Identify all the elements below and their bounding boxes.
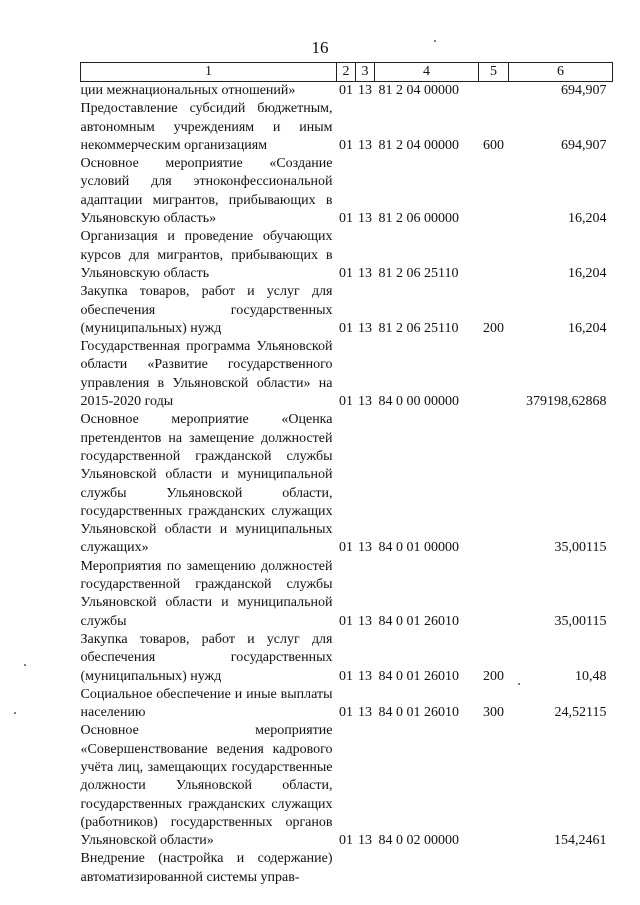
table-row bbox=[81, 631, 613, 686]
scan-speck bbox=[434, 40, 436, 42]
column-header-target-article: 4 bbox=[375, 63, 479, 82]
row-subsection: 13 bbox=[358, 320, 372, 336]
table-row bbox=[81, 338, 613, 411]
table-row bbox=[81, 283, 613, 338]
row-section: 01 bbox=[339, 540, 353, 556]
row-amount: 16,204 bbox=[568, 265, 607, 281]
row-subsection: 13 bbox=[358, 613, 372, 629]
table-row bbox=[81, 228, 613, 283]
row-subsection: 13 bbox=[358, 137, 372, 153]
scan-speck bbox=[518, 683, 520, 685]
row-subsection: 13 bbox=[358, 265, 372, 281]
table-row bbox=[81, 155, 613, 228]
table-row bbox=[81, 411, 613, 557]
row-expense-type bbox=[479, 411, 509, 557]
row-target-article bbox=[375, 850, 479, 887]
row-section: 01 bbox=[339, 83, 353, 98]
row-subsection: 13 bbox=[358, 394, 372, 410]
row-target-article: 81 2 06 25110 bbox=[378, 265, 459, 281]
row-subsection: 13 bbox=[358, 83, 372, 98]
row-subsection: 13 bbox=[358, 705, 372, 721]
row-target-article: 84 0 02 00000 bbox=[378, 833, 459, 849]
scan-speck bbox=[14, 712, 16, 714]
row-name: Предоставление субсидий бюджетным, автономным учреждениям и иным некоммерческим организациям bbox=[80, 101, 333, 153]
row-expense-type bbox=[479, 228, 509, 283]
row-amount: 694,907 bbox=[561, 83, 607, 98]
row-section bbox=[337, 850, 356, 887]
table-row bbox=[81, 100, 613, 155]
row-expense-type bbox=[479, 155, 509, 228]
table-row bbox=[81, 686, 613, 723]
table-row bbox=[81, 722, 613, 850]
row-target-article: 84 0 01 26010 bbox=[378, 705, 459, 721]
row-amount: 16,204 bbox=[568, 320, 607, 336]
row-section: 01 bbox=[339, 668, 353, 684]
column-header-expense-type: 5 bbox=[479, 63, 509, 82]
row-amount: 35,00115 bbox=[554, 540, 607, 556]
table-row bbox=[81, 82, 613, 101]
column-header-section: 2 bbox=[337, 63, 356, 82]
column-header-subsection: 3 bbox=[356, 63, 375, 82]
row-section: 01 bbox=[339, 320, 353, 336]
row-amount: 35,00115 bbox=[554, 613, 607, 629]
row-section: 01 bbox=[339, 705, 353, 721]
row-target-article: 84 0 01 26010 bbox=[378, 668, 459, 684]
table-header-row bbox=[81, 63, 613, 82]
row-expense-type: 200 bbox=[483, 668, 504, 684]
budget-table bbox=[80, 62, 613, 887]
scan-speck bbox=[24, 664, 26, 666]
table-row bbox=[81, 850, 613, 887]
row-name: Государственная программа Ульяновской области «Развитие государственного управления в Ульяновской области» на 2015-2020 годы bbox=[80, 339, 333, 410]
row-amount: 10,48 bbox=[575, 668, 607, 684]
row-subsection: 13 bbox=[358, 540, 372, 556]
row-name: Внедрение (настройка и содержание) автоматизированной системы управ- bbox=[80, 851, 333, 885]
row-section: 01 bbox=[339, 137, 353, 153]
column-header-amount: 6 bbox=[509, 63, 613, 82]
row-name: Основное мероприятие «Совершенствование ведения кадрового учёта лиц, замещающих государственные должности Ульяновской области, государственных гражданских служащих (работников) государственных органов Ульяновской области» bbox=[80, 723, 333, 849]
row-section: 01 bbox=[339, 613, 353, 629]
row-amount: 694,907 bbox=[561, 137, 607, 153]
row-target-article: 81 2 04 00000 bbox=[378, 83, 459, 98]
row-expense-type bbox=[479, 558, 509, 631]
row-section: 01 bbox=[339, 265, 353, 281]
row-amount bbox=[509, 850, 613, 887]
row-target-article: 81 2 06 25110 bbox=[378, 320, 459, 336]
row-target-article: 84 0 01 00000 bbox=[378, 540, 459, 556]
row-amount: 16,204 bbox=[568, 211, 607, 227]
row-subsection: 13 bbox=[358, 211, 372, 227]
row-name: Основное мероприятие «Создание условий для этноконфессиональной адаптации мигрантов, прибывающих в Ульяновскую область» bbox=[80, 156, 333, 227]
row-target-article: 84 0 01 26010 bbox=[378, 613, 459, 629]
row-name: Основное мероприятие «Оценка претендентов на замещение должностей государственной гражданской службы Ульяновской области и муниципальной службы Ульяновской области, государственных гражданских служащих Ульяновской области и муниципальных служащих» bbox=[80, 412, 333, 556]
row-amount: 24,52115 bbox=[554, 705, 607, 721]
row-section: 01 bbox=[339, 211, 353, 227]
row-section: 01 bbox=[339, 833, 353, 849]
row-expense-type: 300 bbox=[483, 705, 504, 721]
row-subsection: 13 bbox=[358, 833, 372, 849]
row-name: Социальное обеспечение и иные выплаты населению bbox=[80, 686, 333, 721]
row-expense-type bbox=[479, 722, 509, 850]
row-expense-type bbox=[479, 850, 509, 887]
page-number: 16 bbox=[311, 38, 329, 57]
row-amount: 379198,62868 bbox=[526, 394, 607, 410]
row-section: 01 bbox=[339, 394, 353, 410]
row-target-article: 84 0 00 00000 bbox=[378, 394, 459, 410]
row-target-article: 81 2 04 00000 bbox=[378, 137, 459, 153]
row-subsection: 13 bbox=[358, 668, 372, 684]
row-name: Организация и проведение обучающих курсов для мигрантов, прибывающих в Ульяновскую область bbox=[80, 229, 333, 281]
row-expense-type bbox=[479, 338, 509, 411]
row-amount: 154,2461 bbox=[554, 833, 607, 849]
row-expense-type: 200 bbox=[483, 320, 504, 336]
column-header-name: 1 bbox=[81, 63, 337, 82]
row-name: Закупка товаров, работ и услуг для обеспечения государственных (муниципальных) нужд bbox=[80, 284, 333, 336]
row-expense-type: 600 bbox=[483, 137, 504, 153]
row-subsection bbox=[356, 850, 375, 887]
table-row bbox=[81, 558, 613, 631]
row-expense-type bbox=[479, 82, 509, 101]
row-target-article: 81 2 06 00000 bbox=[378, 211, 459, 227]
row-name: Закупка товаров, работ и услуг для обеспечения государственных (муниципальных) нужд bbox=[80, 631, 333, 684]
row-name: ции межнациональных отношений» bbox=[80, 83, 296, 98]
row-name: Мероприятия по замещению должностей государственной гражданской службы Ульяновской области и муниципальной службы bbox=[80, 558, 333, 629]
